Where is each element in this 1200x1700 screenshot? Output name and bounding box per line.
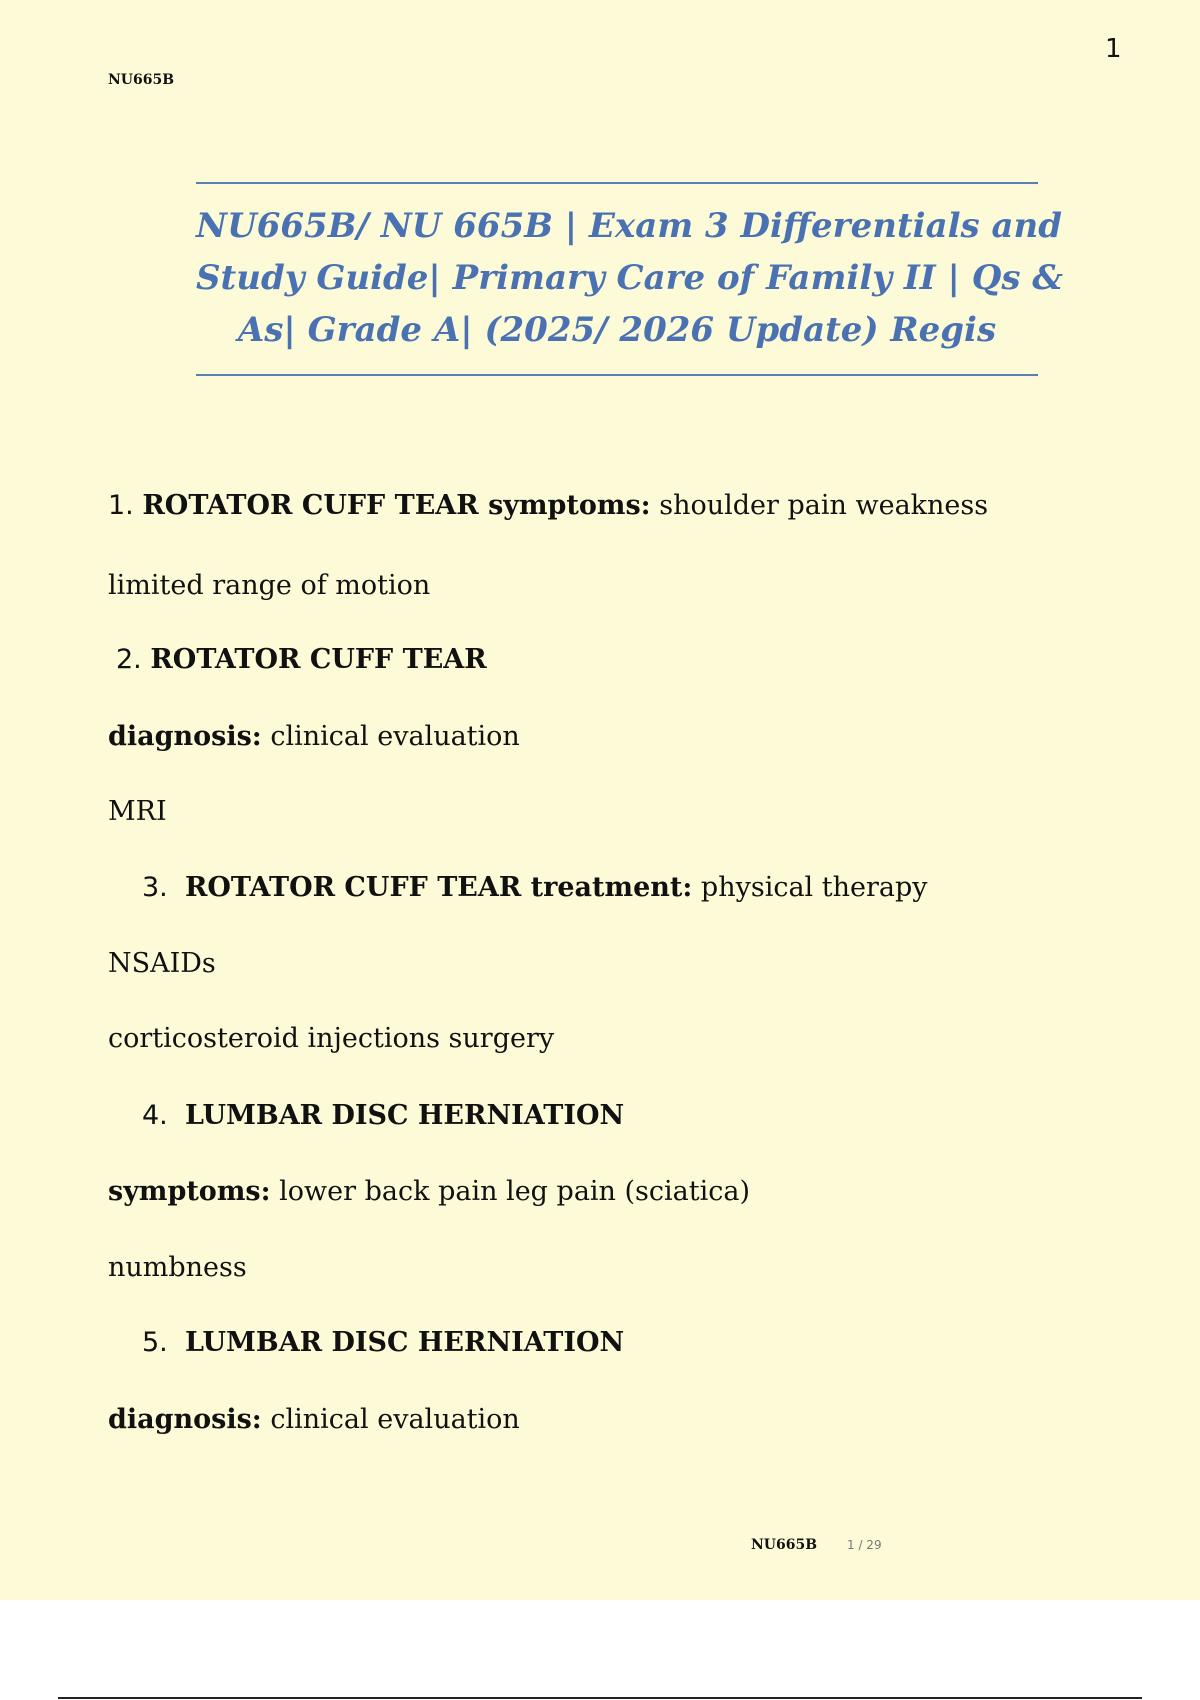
item-number: 4. bbox=[142, 1100, 168, 1131]
item-number: 3. bbox=[142, 872, 168, 903]
item-number: 1. bbox=[108, 490, 134, 521]
item-5-heading bbox=[142, 1327, 624, 1358]
item-term: ROTATOR CUFF TEAR symptoms: bbox=[142, 490, 651, 521]
item-1-heading bbox=[108, 490, 988, 521]
item-label: diagnosis: bbox=[108, 721, 262, 752]
item-4-symptoms bbox=[108, 1176, 750, 1207]
title-line: Study Guide| Primary Care of Family II | Qs & bbox=[196, 258, 1063, 298]
item-5-diagnosis bbox=[108, 1404, 520, 1435]
footer-course-code: NU665B bbox=[751, 1537, 818, 1553]
item-text: clinical evaluation bbox=[270, 721, 520, 752]
item-term: LUMBAR DISC HERNIATION bbox=[184, 1327, 625, 1358]
title-bottom-rule bbox=[196, 374, 1038, 376]
item-3-heading bbox=[142, 872, 928, 903]
item-term: ROTATOR CUFF TEAR treatment: bbox=[184, 872, 693, 903]
item-text: numbness bbox=[108, 1252, 247, 1283]
item-4-continuation bbox=[108, 1252, 247, 1283]
document-title bbox=[196, 200, 1063, 356]
item-term: ROTATOR CUFF TEAR bbox=[150, 644, 487, 675]
item-3-continuation bbox=[108, 1023, 554, 1054]
item-label: symptoms: bbox=[108, 1176, 271, 1207]
item-2-diagnosis bbox=[108, 721, 520, 752]
item-text: lower back pain leg pain (sciatica) bbox=[279, 1176, 751, 1207]
item-text: clinical evaluation bbox=[270, 1404, 520, 1435]
item-term: LUMBAR DISC HERNIATION bbox=[184, 1100, 625, 1131]
item-number: 5. bbox=[142, 1327, 168, 1358]
item-2-continuation bbox=[108, 796, 167, 827]
item-4-heading bbox=[142, 1100, 624, 1131]
title-line: As| Grade A| (2025/ 2026 Update) Regis bbox=[237, 310, 997, 350]
header-course-code: NU665B bbox=[108, 72, 175, 88]
title-top-rule bbox=[196, 182, 1038, 184]
item-text: shoulder pain weakness bbox=[659, 490, 989, 521]
item-text: NSAIDs bbox=[108, 948, 216, 979]
next-page-divider bbox=[58, 1697, 1142, 1699]
item-3-continuation bbox=[108, 948, 216, 979]
item-number: 2. bbox=[116, 644, 142, 675]
item-text: limited range of motion bbox=[108, 570, 431, 601]
footer-page-indicator: 1 / 29 bbox=[847, 1538, 882, 1552]
item-label: diagnosis: bbox=[108, 1404, 262, 1435]
item-1-continuation bbox=[108, 570, 430, 601]
title-line: NU665B/ NU 665B | Exam 3 Differentials and bbox=[196, 206, 1063, 246]
page-number: 1 bbox=[1105, 34, 1122, 64]
item-2-heading bbox=[116, 644, 487, 675]
item-text: corticosteroid injections surgery bbox=[108, 1023, 555, 1054]
item-text: MRI bbox=[108, 796, 167, 827]
item-text: physical therapy bbox=[700, 872, 928, 903]
